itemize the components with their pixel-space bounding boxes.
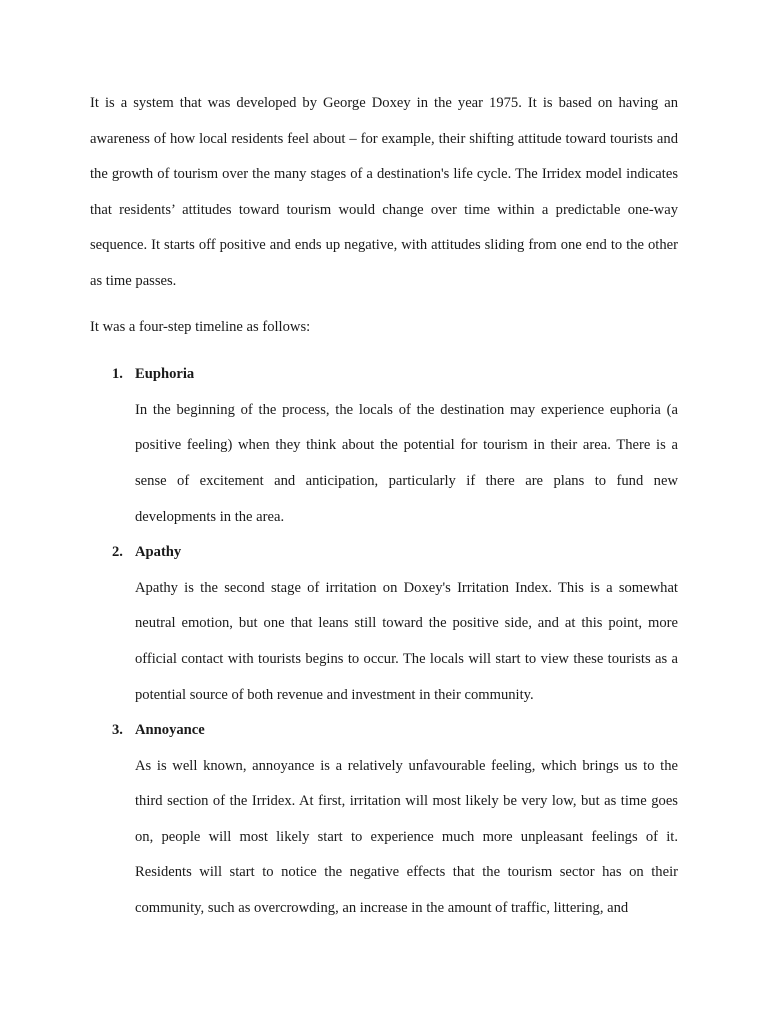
- step-title: Apathy: [135, 544, 182, 561]
- document-body: [90, 86, 678, 927]
- step-heading: [112, 713, 678, 749]
- intro-paragraph: It is a system that was developed by George Doxey in the year 1975. It is based on having an awareness of how local residents feel about – for example, their shifting attitude toward tourists and the growth of tourism over the many stages of a destination's life cycle. The Irridex model indicates that residents’ attitudes toward tourism would change over time within a predictable one-way sequence. It starts off positive and ends up negative, with attitudes sliding from one end to the other as time passes.: [90, 95, 678, 289]
- step-description: Apathy is the second stage of irritation on Doxey's Irritation Index. This is a somewhat neutral emotion, but one that leans still toward the positive side, and at this point, more official contact with tourists begins to occur. The locals will start to view these tourists as a potential source of both revenue and investment in their community.: [135, 579, 678, 703]
- list-item-apathy: [90, 535, 678, 713]
- step-heading: [112, 535, 678, 571]
- list-item-euphoria: [90, 357, 678, 535]
- step-description: In the beginning of the process, the locals of the destination may experience euphoria (a positive feeling) when they think about the potential for tourism in their area. There is a sense of excitement and anticipation, particularly if there are plans to fund new developments in the area.: [135, 401, 678, 525]
- timeline-lead-in: It was a four-step timeline as follows:: [90, 318, 311, 335]
- step-number: 3.: [112, 722, 123, 739]
- list-item-annoyance: [90, 713, 678, 927]
- step-description: As is well known, annoyance is a relatively unfavourable feeling, which brings us to the third section of the Irridex. At first, irritation will most likely be very low, but as time goes on, people will most likely start to experience much more unpleasant feelings of it. Residents will start to notice the negative effects that the tourism sector has on their community, such as overcrowding, an increase in the amount of traffic, littering, and: [135, 757, 678, 917]
- step-title: Euphoria: [135, 366, 195, 383]
- step-heading: [112, 357, 678, 393]
- step-number: 2.: [112, 544, 123, 561]
- step-number: 1.: [112, 366, 123, 383]
- stages-list: [90, 357, 678, 927]
- step-title: Annoyance: [135, 722, 205, 739]
